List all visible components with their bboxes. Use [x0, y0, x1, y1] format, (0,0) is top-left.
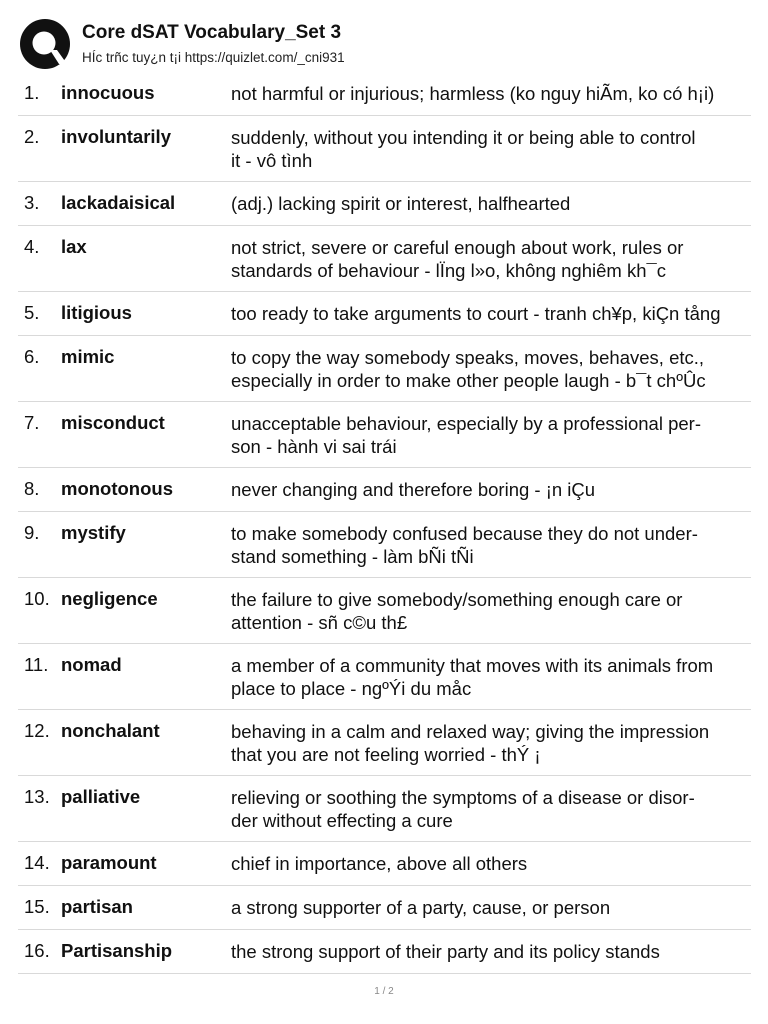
- term-definition: relieving or soothing the symptoms of a disease or disor- der without effecting a cure: [231, 787, 695, 831]
- term-definition: (adj.) lacking spirit or interest, halfhearted: [231, 193, 571, 214]
- quizlet-q-icon: [20, 19, 70, 69]
- term-definition: never changing and therefore boring - ¡n iÇu: [231, 479, 596, 500]
- term-definition: suddenly, without you intending it or being able to control it - vô tình: [231, 127, 696, 171]
- term-word: misconduct: [61, 412, 165, 433]
- term-number: 14.: [24, 852, 50, 873]
- term-number: 10.: [24, 588, 50, 609]
- term-number: 16.: [24, 940, 50, 961]
- term-word: negligence: [61, 588, 158, 609]
- term-word: litigious: [61, 302, 132, 323]
- term-row: [18, 402, 751, 468]
- term-row: [18, 930, 751, 974]
- term-word: Partisanship: [61, 940, 173, 961]
- term-word: lackadaisical: [61, 192, 176, 213]
- term-row: [18, 842, 751, 886]
- term-word: innocuous: [61, 82, 155, 103]
- term-number: 1.: [24, 82, 40, 103]
- term-definition: a member of a community that moves with its animals from place to place - ngºÝi du måc: [231, 655, 714, 699]
- term-number: 15.: [24, 896, 50, 917]
- term-word: mimic: [61, 346, 115, 367]
- term-definition: the failure to give somebody/something enough care or attention - sñ c©u th£: [231, 589, 683, 633]
- term-number: 4.: [24, 236, 40, 257]
- page-title: Core dSAT Vocabulary_Set 3: [82, 22, 342, 43]
- term-row: [18, 776, 751, 842]
- term-definition: not harmful or injurious; harmless (ko nguy hiÃm, ko có h¡i): [231, 83, 715, 104]
- page-number: 1 / 2: [374, 986, 394, 997]
- term-word: nonchalant: [61, 720, 160, 741]
- term-number: 13.: [24, 786, 50, 807]
- term-row: [18, 116, 751, 182]
- term-definition: behaving in a calm and relaxed way; giving the impression that you are not feeling worried - thÝ ¡: [231, 721, 710, 765]
- term-word: paramount: [61, 852, 157, 873]
- term-word: lax: [61, 236, 87, 257]
- term-definition: not strict, severe or careful enough about work, rules or standards of behaviour - lÏng l»o, không nghiêm kh¯c: [231, 237, 684, 281]
- term-number: 6.: [24, 346, 40, 367]
- term-row: [18, 512, 751, 578]
- terms-table: [18, 72, 751, 974]
- term-row: [18, 226, 751, 292]
- term-row: [18, 72, 751, 116]
- term-number: 5.: [24, 302, 40, 323]
- term-word: mystify: [61, 522, 126, 543]
- term-definition: chief in importance, above all others: [231, 853, 528, 874]
- term-word: partisan: [61, 896, 133, 917]
- term-row: [18, 710, 751, 776]
- term-number: 12.: [24, 720, 50, 741]
- term-row: [18, 886, 751, 930]
- term-definition: the strong support of their party and its policy stands: [231, 941, 660, 962]
- term-row: [18, 336, 751, 402]
- term-definition: unacceptable behaviour, especially by a professional per- son - hành vi sai trái: [231, 413, 701, 457]
- term-word: palliative: [61, 786, 141, 807]
- term-number: 7.: [24, 412, 40, 433]
- document-header: [20, 16, 760, 72]
- term-row: [18, 644, 751, 710]
- term-definition: to copy the way somebody speaks, moves, behaves, etc., especially in order to make other people laugh - b¯t chºÛc: [231, 347, 706, 391]
- term-number: 11.: [24, 654, 49, 675]
- term-number: 2.: [24, 126, 40, 147]
- term-row: [18, 182, 751, 226]
- page-subtitle: HÍc trñc tuy¿n t¡i https://quizlet.com/_cni931: [82, 50, 345, 65]
- term-definition: a strong supporter of a party, cause, or person: [231, 897, 611, 918]
- term-word: involuntarily: [61, 126, 171, 147]
- term-row: [18, 292, 751, 336]
- term-definition: to make somebody confused because they do not under- stand something - làm bÑi tÑi: [231, 523, 698, 567]
- term-row: [18, 578, 751, 644]
- term-word: monotonous: [61, 478, 174, 499]
- term-number: 8.: [24, 478, 40, 499]
- term-number: 3.: [24, 192, 40, 213]
- term-definition: too ready to take arguments to court - tranh ch¥p, kiÇn tång: [231, 303, 721, 324]
- term-row: [18, 468, 751, 512]
- term-number: 9.: [24, 522, 40, 543]
- term-word: nomad: [61, 654, 122, 675]
